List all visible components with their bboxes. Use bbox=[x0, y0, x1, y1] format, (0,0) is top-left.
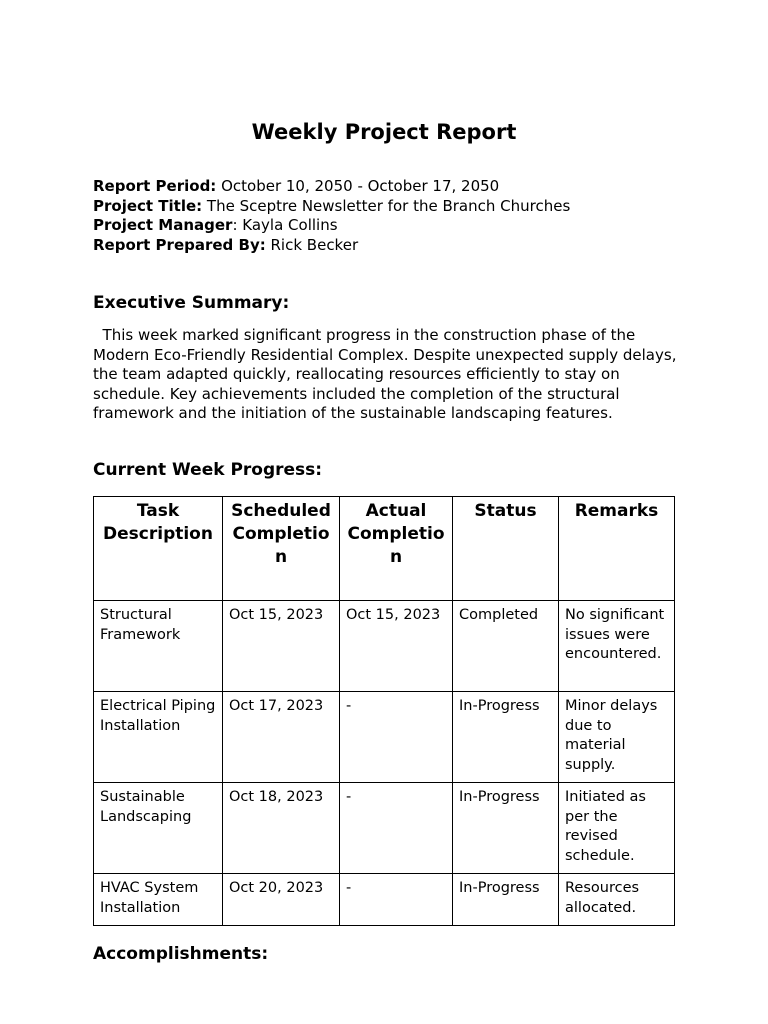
project-manager-line bbox=[93, 216, 693, 236]
task-description-cell: Electrical Piping Installation bbox=[94, 692, 223, 783]
accomplishments-heading: Accomplishments: bbox=[93, 944, 269, 964]
table-row bbox=[94, 874, 675, 926]
project-title-line bbox=[93, 197, 693, 217]
task-description-cell: HVAC System Installation bbox=[94, 874, 223, 926]
column-header-task-description: Task Description bbox=[94, 497, 223, 601]
executive-summary-text: This week marked significant progress in the construction phase of the Modern Eco-Friendly Residential Complex. Despite unexpected supply delays, the team adapted quickly, reallocating resources efficiently to stay on schedule. Key achievements included the completion of the structural framework and the initiation of the sustainable landscaping features. bbox=[93, 326, 682, 422]
project-manager-label: Project Manager bbox=[93, 216, 233, 234]
current-week-progress-heading: Current Week Progress: bbox=[93, 460, 323, 480]
task-description-cell: Sustainable Landscaping bbox=[94, 783, 223, 874]
column-header-actual-completion: Actual Completion bbox=[340, 497, 453, 601]
table-row bbox=[94, 783, 675, 874]
status-cell: In-Progress bbox=[453, 692, 559, 783]
status-cell: In-Progress bbox=[453, 783, 559, 874]
actual-completion-cell: Oct 15, 2023 bbox=[340, 601, 453, 692]
column-header-status: Status bbox=[453, 497, 559, 601]
scheduled-completion-cell: Oct 20, 2023 bbox=[223, 874, 340, 926]
progress-table bbox=[93, 496, 675, 926]
status-cell: Completed bbox=[453, 601, 559, 692]
remarks-cell: No significant issues were encountered. bbox=[559, 601, 675, 692]
remarks-cell: Resources allocated. bbox=[559, 874, 675, 926]
scheduled-completion-cell: Oct 17, 2023 bbox=[223, 692, 340, 783]
report-title: Weekly Project Report bbox=[251, 120, 517, 144]
remarks-cell: Minor delays due to material supply. bbox=[559, 692, 675, 783]
prepared-by-line bbox=[93, 236, 693, 256]
actual-completion-cell: - bbox=[340, 692, 453, 783]
project-title-value: The Sceptre Newsletter for the Branch Churches bbox=[202, 196, 571, 215]
prepared-by-label: Report Prepared By: bbox=[93, 235, 266, 254]
report-period-value: October 10, 2050 - October 17, 2050 bbox=[216, 177, 500, 195]
executive-summary bbox=[93, 326, 683, 424]
column-header-scheduled-completion: Scheduled Completion bbox=[223, 497, 340, 601]
actual-completion-cell: - bbox=[340, 874, 453, 926]
report-period-line bbox=[93, 177, 693, 197]
project-manager-value: : Kayla Collins bbox=[232, 216, 338, 234]
task-description-cell: Structural Framework bbox=[94, 601, 223, 692]
scheduled-completion-cell: Oct 15, 2023 bbox=[223, 601, 340, 692]
table-row bbox=[94, 692, 675, 783]
prepared-by-value: Rick Becker bbox=[265, 235, 359, 254]
remarks-cell: Initiated as per the revised schedule. bbox=[559, 783, 675, 874]
report-period-label: Report Period: bbox=[93, 177, 217, 195]
table-row bbox=[94, 601, 675, 692]
column-header-remarks: Remarks bbox=[559, 497, 675, 601]
report-meta bbox=[93, 177, 693, 255]
executive-summary-heading: Executive Summary: bbox=[93, 293, 290, 313]
scheduled-completion-cell: Oct 18, 2023 bbox=[223, 783, 340, 874]
actual-completion-cell: - bbox=[340, 783, 453, 874]
project-title-label: Project Title: bbox=[93, 196, 203, 215]
status-cell: In-Progress bbox=[453, 874, 559, 926]
table-header-row bbox=[94, 497, 675, 601]
